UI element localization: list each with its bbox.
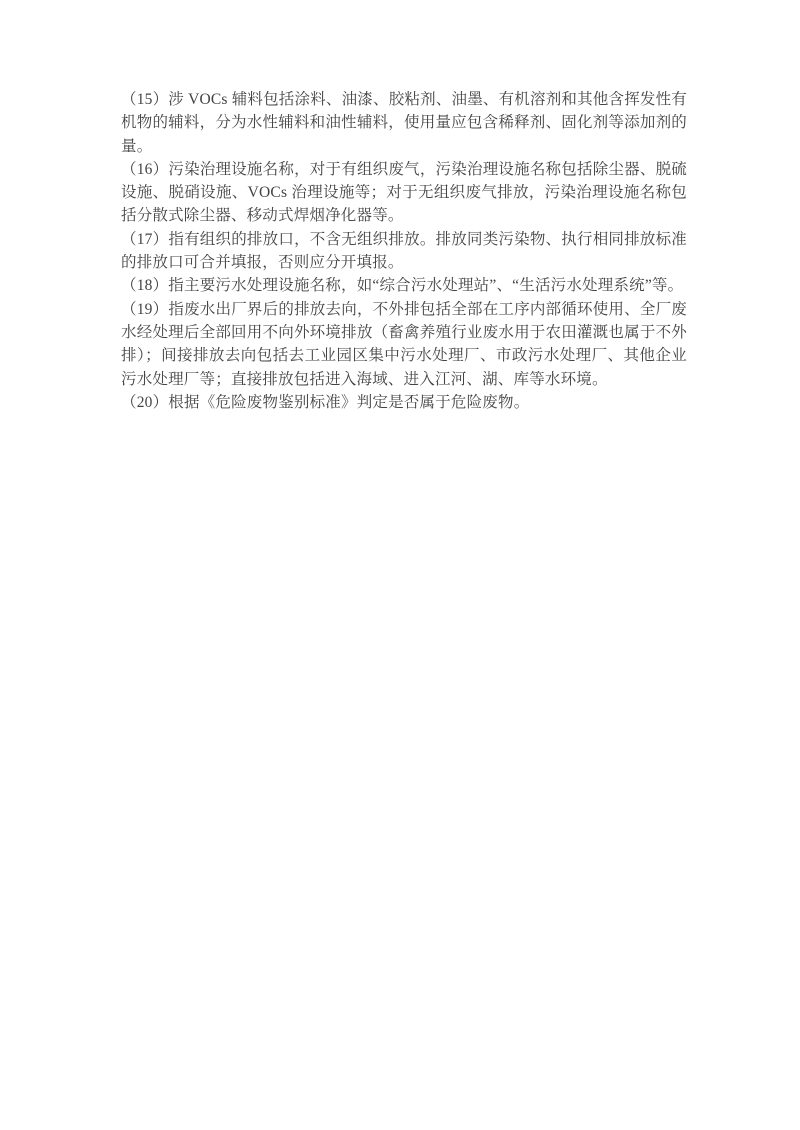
note-item-19: （19）指废水出厂界后的排放去向，不外排包括全部在工序内部循环使用、全厂废水经处理后全部回用不向外环境排放（畜禽养殖行业废水用于农田灌溉也属于不外排）；间接排放去向包括去工业园区集中污水处理厂、市政污水处理厂、其他企业污水处理厂等；直接排放包括进入海域、进入江河、湖、库等水环境。	[121, 300, 687, 388]
note-item-16: （16）污染治理设施名称，对于有组织废气，污染治理设施名称包括除尘器、脱硫设施、脱硝设施、VOCs 治理设施等；对于无组织废气排放，污染治理设施名称包括分散式除尘器、移动式焊烟净化器等。	[121, 160, 687, 225]
footnotes-block	[121, 88, 687, 414]
note-item-18: （18）指主要污水处理设施名称，如“综合污水处理站”、“生活污水处理系统”等。	[121, 277, 684, 295]
note-item-17: （17）指有组织的排放口，不含无组织排放。排放同类污染物、执行相同排放标准的排放口可合并填报，否则应分开填报。	[121, 230, 687, 272]
note-item-20: （20）根据《危险废物鉴别标准》判定是否属于危险废物。	[121, 393, 530, 411]
note-item-15: （15）涉 VOCs 辅料包括涂料、油漆、胶粘剂、油墨、有机溶剂和其他含挥发性有机物的辅料，分为水性辅料和油性辅料，使用量应包含稀释剂、固化剂等添加剂的量。	[121, 91, 688, 155]
